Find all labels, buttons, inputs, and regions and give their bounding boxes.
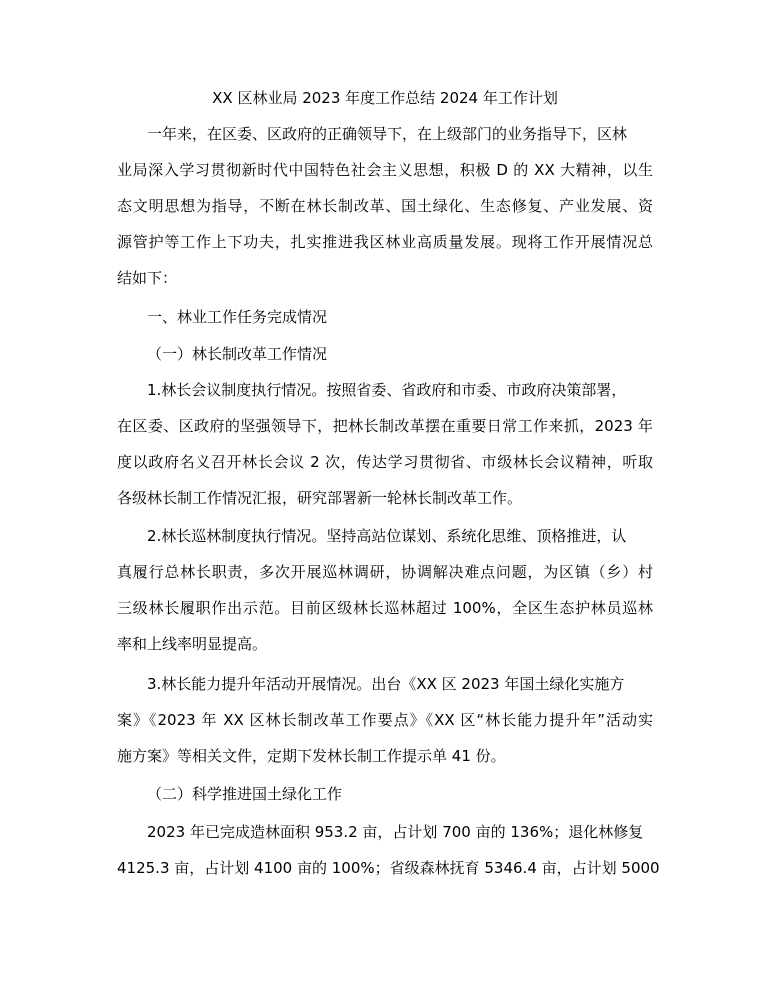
greening-line-1: 2023 年已完成造林面积 953.2 亩，占计划 700 亩的 136%；退化林修复 xyxy=(147,823,644,841)
item1-line-1: 1.林长会议制度执行情况。按照省委、省政府和市委、市政府决策部署， xyxy=(147,381,627,399)
intro-line-5: 结如下： xyxy=(117,269,178,287)
document-title: XX 区林业局 2023 年度工作总结 2024 年工作计划 xyxy=(212,89,558,107)
intro-line-1: 一年来，在区委、区政府的正确领导下，在上级部门的业务指导下，区林 xyxy=(147,125,628,143)
item1-line-4: 各级林长制工作情况汇报，研究部署新一轮林长制改革工作。 xyxy=(117,489,523,507)
intro-line-3: 态文明思想为指导，不断在林长制改革、国土绿化、生态修复、产业发展、资 xyxy=(117,197,653,215)
section-heading: 一、林业工作任务完成情况 xyxy=(147,308,328,326)
intro-line-2: 业局深入学习贯彻新时代中国特色社会主义思想，积极 D 的 XX 大精神，以生 xyxy=(117,161,653,179)
greening-line-2: 4125.3 亩，占计划 4100 亩的 100%；省级森林抚育 5346.4 亩，占计划 5000 xyxy=(117,859,660,877)
item3-line-1: 3.林长能力提升年活动开展情况。出台《XX 区 2023 年国土绿化实施方 xyxy=(147,675,625,693)
item2-line-4: 率和上线率明显提高。 xyxy=(117,635,268,653)
intro-line-4: 源管护等工作上下功夫，扎实推进我区林业高质量发展。现将工作开展情况总 xyxy=(117,233,653,251)
item1-line-2: 在区委、区政府的坚强领导下，把林长制改革摆在重要日常工作来抓，2023 年 xyxy=(117,417,653,435)
item3-line-2: 案》《2023 年 XX 区林长制改革工作要点》《XX 区“林长能力提升年”活动实 xyxy=(117,711,653,729)
subsection-heading: （一）林长制改革工作情况 xyxy=(147,345,328,363)
item3-line-3: 施方案》等相关文件，定期下发林长制工作提示单 41 份。 xyxy=(117,747,506,765)
item2-line-1: 2.林长巡林制度执行情况。坚持高站位谋划、系统化思维、顶格推进，认 xyxy=(147,527,627,545)
item2-line-3: 三级林长履职作出示范。目前区级林长巡林超过 100%，全区生态护林员巡林 xyxy=(117,599,653,617)
subsection-heading: （二）科学推进国土绿化工作 xyxy=(147,785,343,803)
item2-line-2: 真履行总林长职责，多次开展巡林调研，协调解决难点问题，为区镇（乡）村 xyxy=(117,563,653,581)
item1-line-3: 度以政府名义召开林长会议 2 次，传达学习贯彻省、市级林长会议精神，听取 xyxy=(117,453,653,471)
